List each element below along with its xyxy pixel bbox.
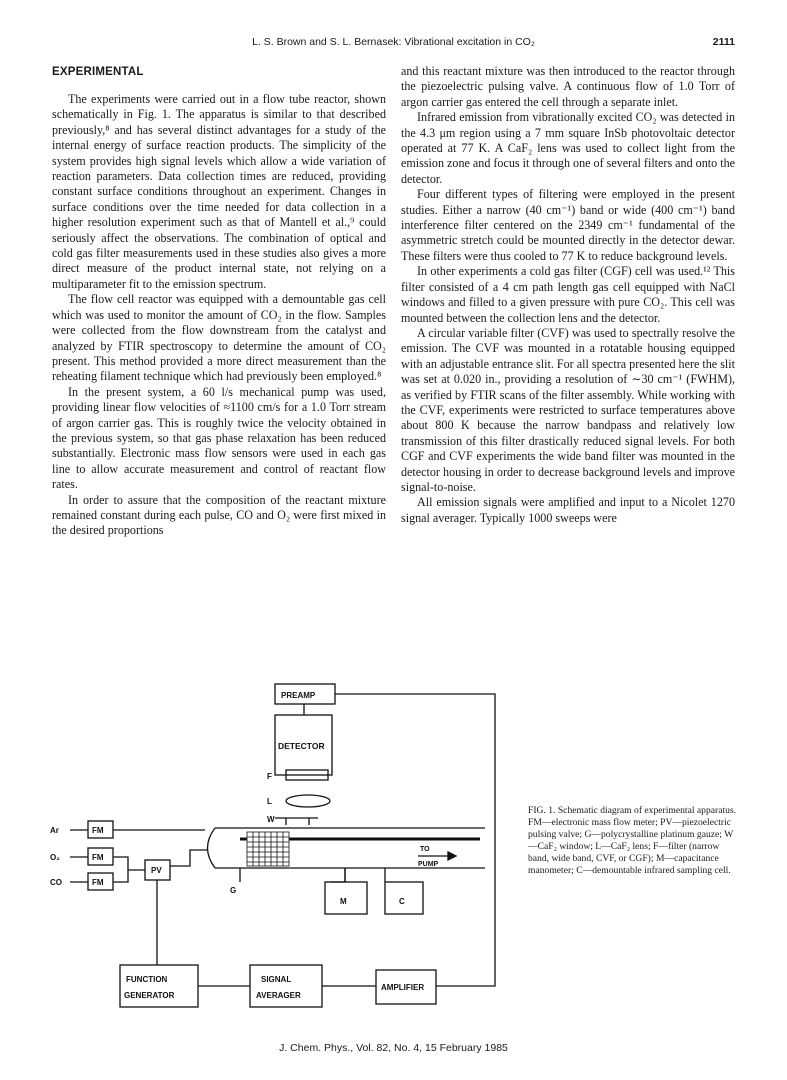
o2-label: O₂: [50, 853, 60, 862]
journal-footer: J. Chem. Phys., Vol. 82, No. 4, 15 February 1985: [279, 1042, 508, 1054]
left-column: [52, 64, 386, 539]
running-title: L. S. Brown and S. L. Bernasek: Vibrational excitation in CO₂: [252, 36, 535, 48]
o2-to-pv: [113, 857, 145, 870]
manometer-label: M: [340, 897, 347, 906]
running-head: [52, 36, 735, 52]
paragraph: Infrared emission from vibrationally excited CO₂ was detected in the 4.3 μm region using a 7 mm square InSb photovoltaic detector operated at 77 K. A CaF₂ lens was used to collect light from the emission zone and focus it through one of several filters and onto the detector.: [401, 110, 735, 186]
right-column: [401, 64, 735, 526]
function-generator-box: [120, 965, 198, 1007]
pv-outlet: [170, 850, 208, 866]
lens-element: [286, 795, 330, 807]
signal-label: SIGNAL: [261, 975, 292, 984]
fm-label-co: FM: [92, 878, 104, 887]
paragraph: In order to assure that the composition of the reactant mixture remained constant during each pulse, CO and O₂ were first mixed in the desired proportions: [52, 492, 386, 538]
generator-label: GENERATOR: [124, 991, 175, 1000]
lens-label: L: [267, 797, 272, 806]
gauze-label: G: [230, 886, 237, 895]
schematic-svg: [40, 670, 540, 1025]
pv-label: PV: [151, 866, 162, 875]
section-heading: EXPERIMENTAL: [52, 66, 144, 78]
window-label: W: [267, 815, 275, 824]
co-label: CO: [50, 878, 62, 887]
to-label: TO: [420, 846, 430, 853]
ar-label: Ar: [50, 826, 59, 835]
figure-caption: FIG. 1. Schematic diagram of experimental apparatus. FM—electronic mass flow meter; PV—piezoelectric pulsing valve; G—polycrystalline platinum gauze; W—CaF₂ window; L—CaF₂ lens; F—filter (narrow band, wide band, CVF, or CGF); M—capacitance manometer; C—demountable infrared sampling cell.: [528, 805, 737, 876]
paragraph: Four different types of filtering were employed in the present studies. Either a narrow (40 cm⁻¹) band or wide (400 cm⁻¹) band interference filter centered on the 2349 cm⁻¹ fundamental of the asymmetric stretch could be mounted directly in the detector dewar. These filters were thus cooled to 77 K to reduce background levels.: [401, 187, 735, 263]
paragraph: In other experiments a cold gas filter (CGF) cell was used.¹² This filter consisted of a 4 cm path length gas cell equipped with NaCl windows and filled to a given pressure with pure CO₂. This cell was mounted between the collection lens and the detector.: [401, 264, 735, 325]
fm-label-o2: FM: [92, 853, 104, 862]
flow-tube-end: [208, 828, 216, 868]
signal-averager-box: [250, 965, 322, 1007]
function-label: FUNCTION: [126, 975, 168, 984]
co-to-pv: [113, 870, 128, 882]
paragraph: All emission signals were amplified and input to a Nicolet 1270 signal averager. Typically 1000 sweeps were: [401, 495, 735, 525]
paragraph: A circular variable filter (CVF) was used to spectrally resolve the emission. The CVF was mounted in a rotatable housing equipped with an adjustable entrance slit. For all spectra presented here the slit was set at 0.020 in., providing a resolution of ∼30 cm⁻¹ (FWHM), as verified by FTIR scans of the filter assembly. While working with the CVF, experiments were restricted to surface temperatures above about 800 K because the narrow bandpass and relatively low transmission of this filter drastically reduced signal levels. For both CGF and CVF experiments the wide band filter was mounted in the detector housing in order to decrease background levels and improve signal-to-noise.: [401, 325, 735, 494]
gauze-element: [247, 832, 289, 866]
paragraph-continuation: and this reactant mixture was then introduced to the reactor through the piezoelectric pulsing valve. A continuous flow of 1.0 Torr of argon carrier gas entered the cell through a separate inlet.: [401, 64, 735, 109]
paragraph: The experiments were carried out in a flow tube reactor, shown schematically in Fig. 1. The apparatus is similar to that described previously,⁸ and has several distinct advantages for a study of the internal energy of surface reaction products. The simplicity of the system provides high signal levels which allow a wide variation of reaction parameters. Data collection times are reduced, providing constant surface conditions throughout an experiment. Changes in surface conditions over the time needed for data collection in a higher resolution experiment such as that of Mantell et al.,⁹ could seriously affect the observations. The combination of optical and cold gas filter measurements used in these studies also gives a more direct measure of the product internal state, not relying on a multiparameter fit to the emission spectrum.: [52, 92, 386, 291]
paragraph: The flow cell reactor was equipped with a demountable gas cell which was used to monitor the amount of CO₂ in the flow. Samples were collected from the flow downstream from the catalyst and analyzed by FTIR spectroscopy to determine the amount of CO₂ present. This method provided a more direct measurement than the reheating filament technique which had previously been employed.⁸: [52, 292, 386, 384]
fm-label-ar: FM: [92, 826, 104, 835]
detector-label: DETECTOR: [278, 741, 325, 751]
apparatus-schematic: [40, 670, 540, 1025]
amplifier-label: AMPLIFIER: [381, 983, 425, 992]
averager-label: AVERAGER: [256, 991, 301, 1000]
preamp-label: PREAMP: [281, 691, 316, 700]
pump-label: PUMP: [418, 861, 439, 868]
page-number: 2111: [712, 36, 735, 48]
paragraph: In the present system, a 60 l/s mechanical pump was used, providing linear flow velocities of ≈1100 cm/s for a 1.0 Torr stream of argon carrier gas. This is roughly twice the velocity obtained in the previous system, so that gas phase relaxation has been reduced substantially. Electronic mass flow sensors were used in each gas line to allow accurate measurement and control of reactant flow rates.: [52, 384, 386, 492]
sampling-cell-label: C: [399, 897, 405, 906]
filter-label: F: [267, 772, 272, 781]
